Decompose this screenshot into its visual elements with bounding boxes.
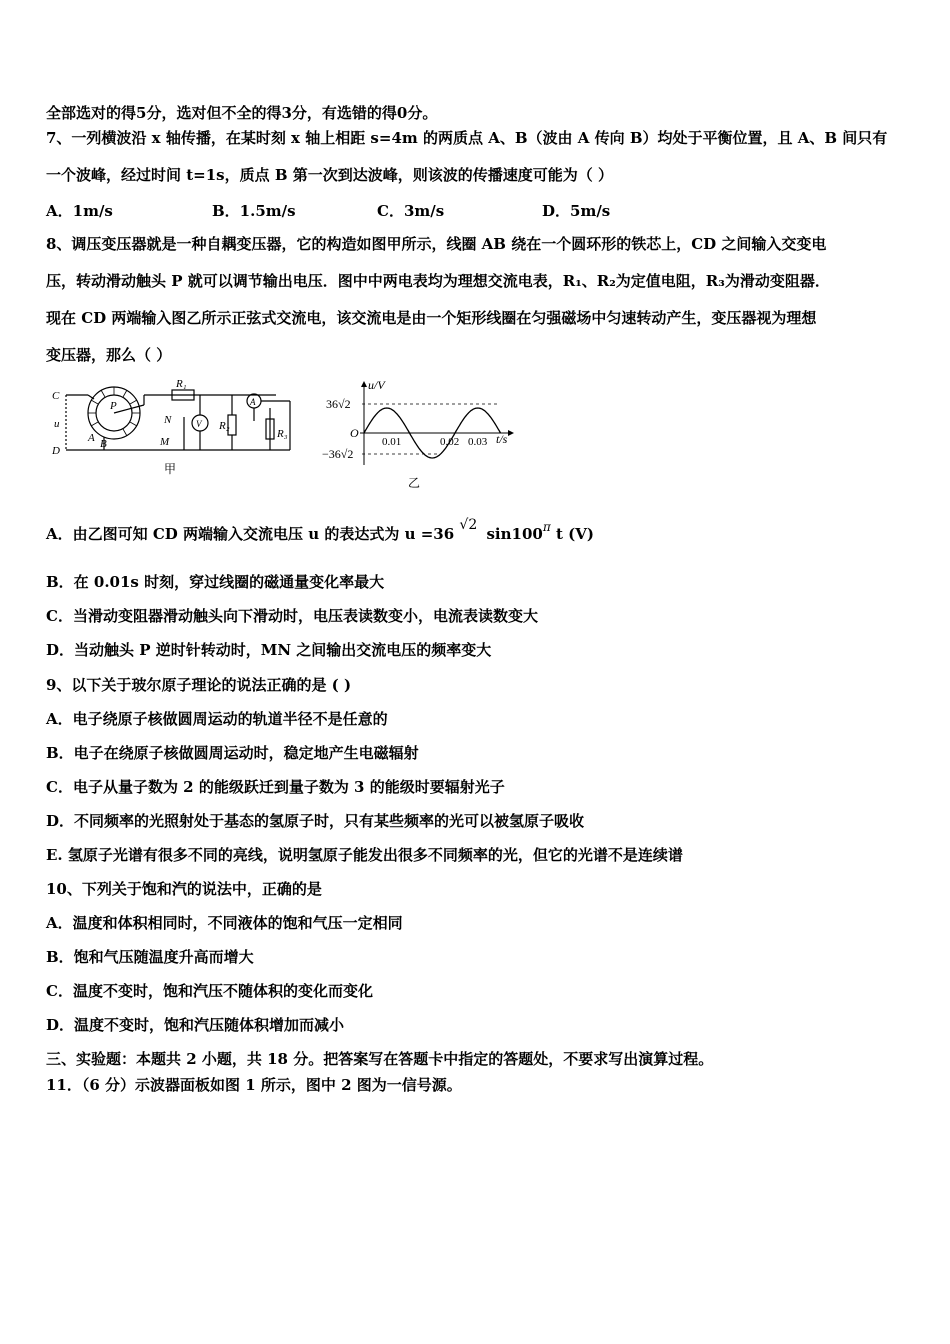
figure-caption-jia: 甲 [164, 462, 177, 476]
sine-wave-chart [322, 375, 522, 493]
q9-option-b[interactable]: B．电子在绕原子核做圆周运动时，稳定地产生电磁辐射 [46, 744, 419, 762]
q9-option-d[interactable]: D．不同频率的光照射处于基态的氢原子时，只有某些频率的光可以被氢原子吸收 [46, 812, 585, 830]
label-d: D [52, 445, 60, 457]
q7-stem-line1: 7、一列横波沿 x 轴传播，在某时刻 x 轴上相距 s=4m 的两质点 A、B（波由 A 传向 B）均处于平衡位置，且 A、B 间只有 [46, 129, 888, 147]
tick-label-003: 0.03 [468, 436, 488, 448]
q8-option-c[interactable]: C．当滑动变阻器滑动触头向下滑动时，电压表读数变小，电流表读数变大 [46, 607, 538, 625]
ammeter-label: A [250, 397, 256, 407]
time-unit: t (V) [555, 525, 594, 543]
label-r1: R₁ [176, 378, 187, 390]
q10-option-b[interactable]: B．饱和气压随温度升高而增大 [46, 948, 254, 966]
q10-option-c[interactable]: C．温度不变时，饱和汽压不随体积的变化而变化 [46, 982, 373, 1000]
label-m: M [160, 436, 170, 448]
label-b-end: B [100, 438, 107, 450]
q9-stem: 9、以下关于玻尔原子理论的说法正确的是 ( ) [46, 676, 352, 694]
q8-stem-line2: 压，转动滑动触头 P 就可以调节输出电压．图中中两电表均为理想交流电表，R₁、R₂为定值电阻，R₃为滑动变阻器． [46, 272, 830, 290]
q9-option-c[interactable]: C．电子从量子数为 2 的能级跃迁到量子数为 3 的能级时要辐射光子 [46, 778, 505, 796]
q8-stem-line1: 8、调压变压器就是一种自耦变压器，它的构造如图甲所示，线圈 AB 绕在一个圆环形的铁芯上，CD 之间输入交变电 [46, 235, 827, 253]
tick-label-002: 0.02 [440, 436, 460, 448]
sqrt-two: √2 [459, 517, 478, 533]
q8-option-b[interactable]: B．在 0.01s 时刻，穿过线圈的磁通量变化率最大 [46, 573, 385, 591]
scoring-note: 全部选对的得5分，选对但不全的得3分，有选错的得0分。 [46, 104, 438, 122]
label-n: N [164, 414, 172, 426]
q7-option-c[interactable]: C．3m/s [377, 202, 445, 220]
label-c: C [52, 390, 60, 402]
pi-symbol: π [542, 520, 551, 534]
label-r2: R₂ [219, 420, 230, 432]
y-axis-label: u/V [368, 378, 385, 392]
origin-label: O [350, 426, 359, 440]
sin-term: sin100 [486, 525, 543, 543]
x-axis-arrow [508, 430, 514, 436]
q9-option-e[interactable]: E. 氢原子光谱有很多不同的亮线，说明氢原子能发出很多不同频率的光，但它的光谱不是连续谱 [46, 846, 683, 864]
label-a-end: A [88, 432, 95, 444]
q9-option-a[interactable]: A．电子绕原子核做圆周运动的轨道半径不是任意的 [46, 710, 388, 728]
label-r3: R₃ [277, 428, 288, 440]
q8-option-d[interactable]: D．当动触头 P 逆时针转动时，MN 之间输出交流电压的频率变大 [46, 641, 492, 659]
q7-option-a[interactable]: A．1m/s [46, 202, 113, 220]
q10-option-a[interactable]: A．温度和体积相同时，不同液体的饱和气压一定相同 [46, 914, 403, 932]
label-u: u [54, 418, 60, 430]
section-3-heading: 三、实验题：本题共 2 小题，共 18 分。把答案写在答题卡中指定的答题处，不要求写出演算过程。 [46, 1050, 714, 1068]
y-max-label: 36√2 [326, 397, 351, 411]
q7-option-b[interactable]: B．1.5m/s [212, 202, 296, 220]
label-p: P [110, 400, 117, 412]
tick-label-001: 0.01 [382, 436, 402, 448]
q11-stem: 11．（6 分）示波器面板如图 1 所示，图中 2 图为一信号源。 [46, 1076, 462, 1094]
figure-caption-yi: 乙 [408, 476, 421, 490]
y-axis-arrow [361, 381, 367, 387]
x-axis-label: t/s [496, 432, 508, 446]
circuit-diagram [44, 375, 306, 487]
voltmeter-label: V [196, 419, 202, 429]
q10-option-d[interactable]: D．温度不变时，饱和汽压随体积增加而减小 [46, 1016, 345, 1034]
q8-stem-line3: 现在 CD 两端输入图乙所示正弦式交流电，该交流电是由一个矩形线圈在匀强磁场中匀速转动产生，变压器视为理想 [46, 309, 817, 327]
q8-option-a-text: A．由乙图可知 CD 两端输入交流电压 u 的表达式为 u =36 [46, 525, 455, 543]
q8-option-a[interactable] [46, 517, 594, 545]
q7-stem-line2: 一个波峰，经过时间 t=1s，质点 B 第一次到达波峰，则该波的传播速度可能为（ ） [46, 166, 613, 184]
q7-option-d[interactable]: D．5m/s [542, 202, 611, 220]
q8-stem-line4: 变压器，那么（ ） [46, 346, 172, 364]
q10-stem: 10、下列关于饱和汽的说法中，正确的是 [46, 880, 322, 898]
y-min-label: −36√2 [322, 447, 354, 461]
